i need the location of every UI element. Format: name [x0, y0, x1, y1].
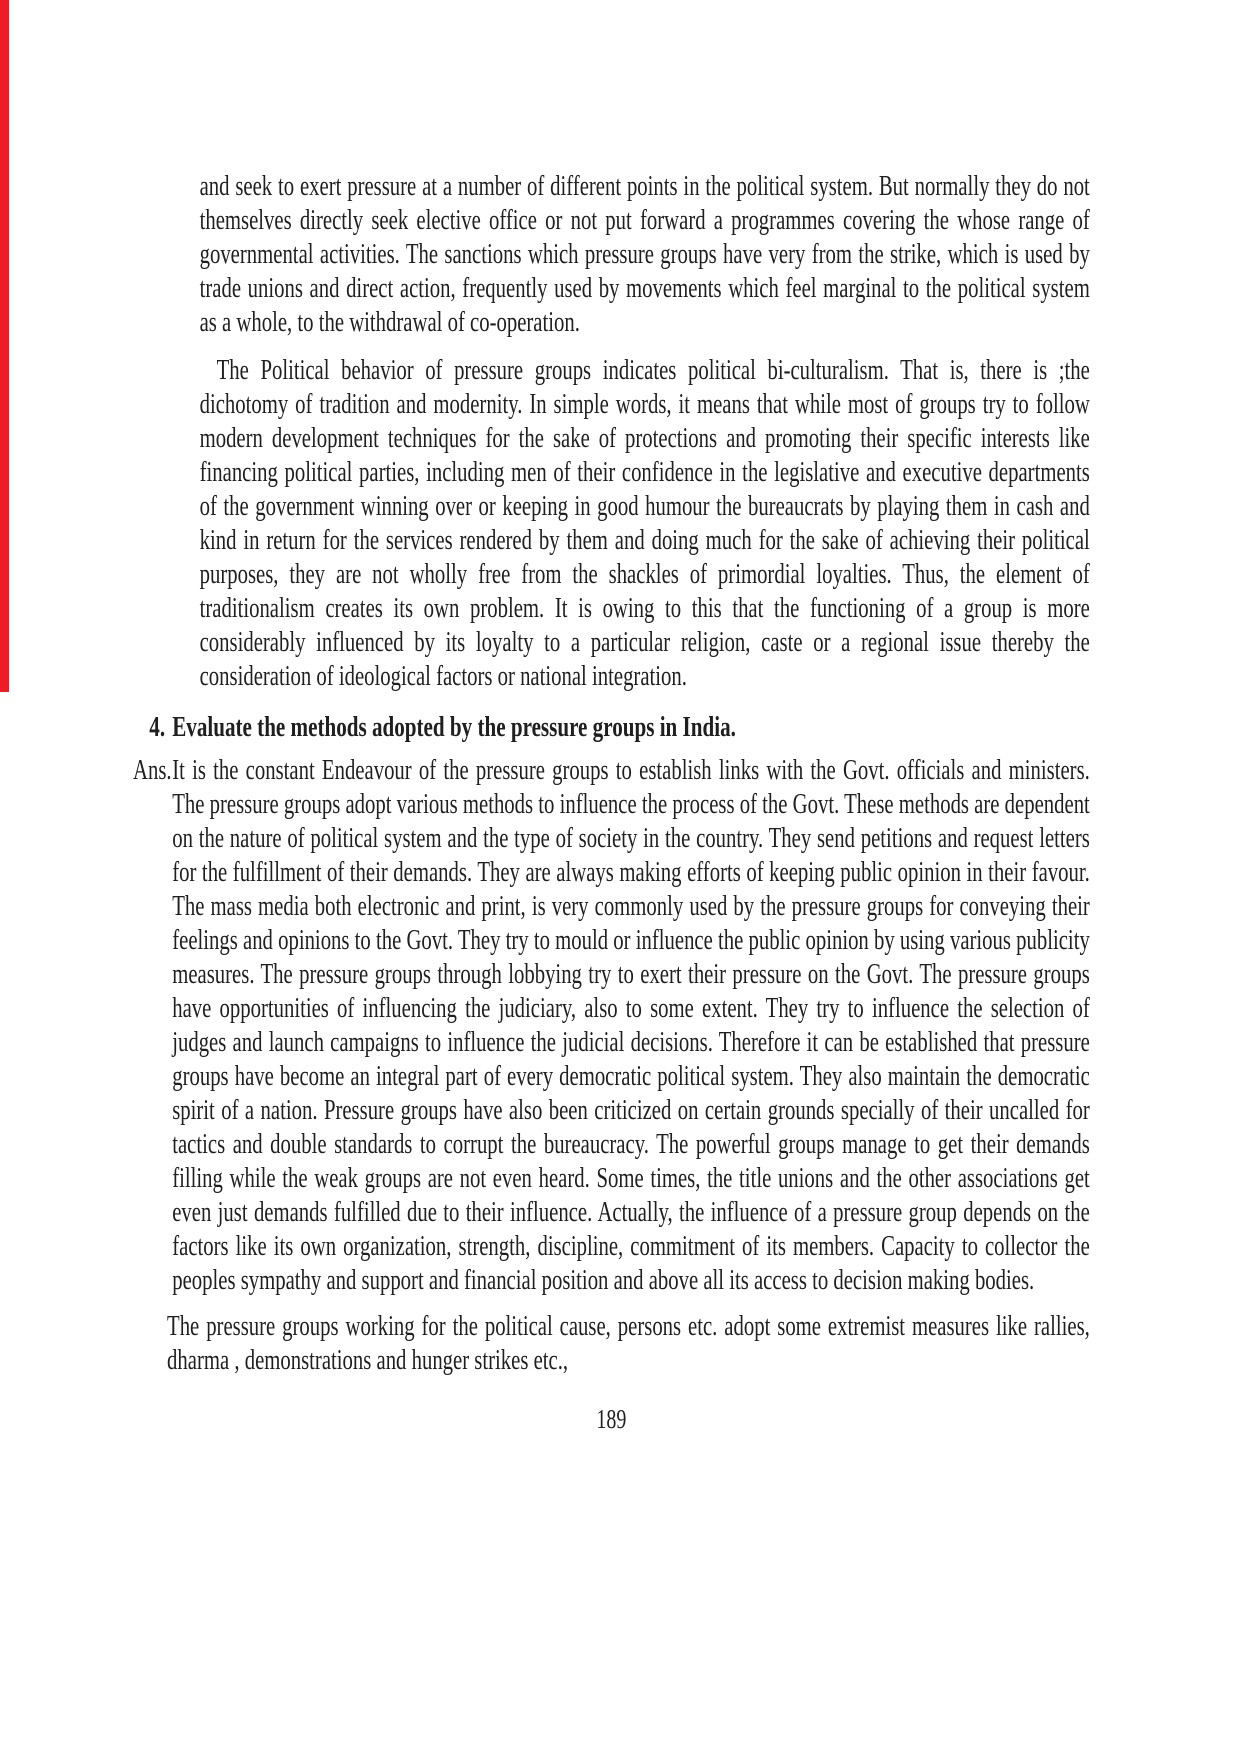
intro-paragraph: and seek to exert pressure at a number of different points in the political system. But normally they do not themselves directly seek elective office or not put forward a programmes covering the whose range of governmental activities. The sanctions which pressure groups have very from the strike, which is used by trade unions and direct action, frequently used by movements which feel marginal to the political system as a whole, to the withdrawal of co-operation.: [199, 171, 1090, 338]
red-margin-line: [0, 0, 9, 692]
answer-block: [133, 754, 1090, 1298]
answer-paragraph: It is the constant Endeavour of the pressure groups to establish links with the Govt. officials and ministers. The pressure groups adopt various methods to influence the process of the Govt. These methods are dependent on the nature of political system and the type of society in the country. They send petitions and request letters for the fulfillment of their demands. They are always making efforts of keeping public opinion in their favour. The mass media both electronic and print, is very commonly used by the pressure groups for conveying their feelings and opinions to the Govt. They try to mould or influence the public opinion by using various publicity measures. The pressure groups through lobbying try to exert their pressure on the Govt. The pressure groups have opportunities of influencing the judiciary, also to some extent. They try to influence the selection of judges and launch campaigns to influence the judicial decisions. Therefore it can be established that pressure groups have become an integral part of every democratic political system. They also maintain the democratic spirit of a nation. Pressure groups have also been criticized on certain grounds specially of their uncalled for tactics and double standards to corrupt the bureaucracy. The powerful groups manage to get their demands filling while the weak groups are not even heard. Some times, the title unions and the other associations get even just demands fulfilled due to their influence. Actually, the influence of a pressure group depends on the factors like its own organization, strength, discipline, commitment of its members. Capacity to collector the peoples sympathy and support and financial position and above all its access to decision making bodies.: [172, 755, 1090, 1296]
page-content: [133, 170, 1090, 1436]
question-title: Evaluate the methods adopted by the pressure groups in India.: [172, 712, 736, 743]
page-number: 189: [596, 1404, 627, 1434]
closing-paragraph: The pressure groups working for the political cause, persons etc. adopt some extremist measures like rallies, dharma , demonstrations and hunger strikes etc.,: [167, 1311, 1090, 1376]
question-heading: [133, 711, 1090, 745]
answer-label: Ans.: [133, 755, 172, 786]
behavior-paragraph: The Political behavior of pressure groups indicates political bi-culturalism. That is, there is ;the dichotomy of tradition and modernity. In simple words, it means that while most of groups try to follow modern development techniques for the sake of protections and promoting their specific interests like financing political parties, including men of their confidence in the legislative and executive departments of the government winning over or keeping in good humour the bureaucrats by playing them in cash and kind in return for the services rendered by them and doing much for the sake of achieving their political purposes, they are not wholly free from the shackles of primordial loyalties. Thus, the element of traditionalism creates its own problem. It is owing to this that the functioning of a group is more considerably influenced by its loyalty to a particular religion, caste or a regional issue thereby the consideration of ideological factors or national integration.: [199, 355, 1090, 692]
question-number: 4.: [149, 712, 166, 743]
